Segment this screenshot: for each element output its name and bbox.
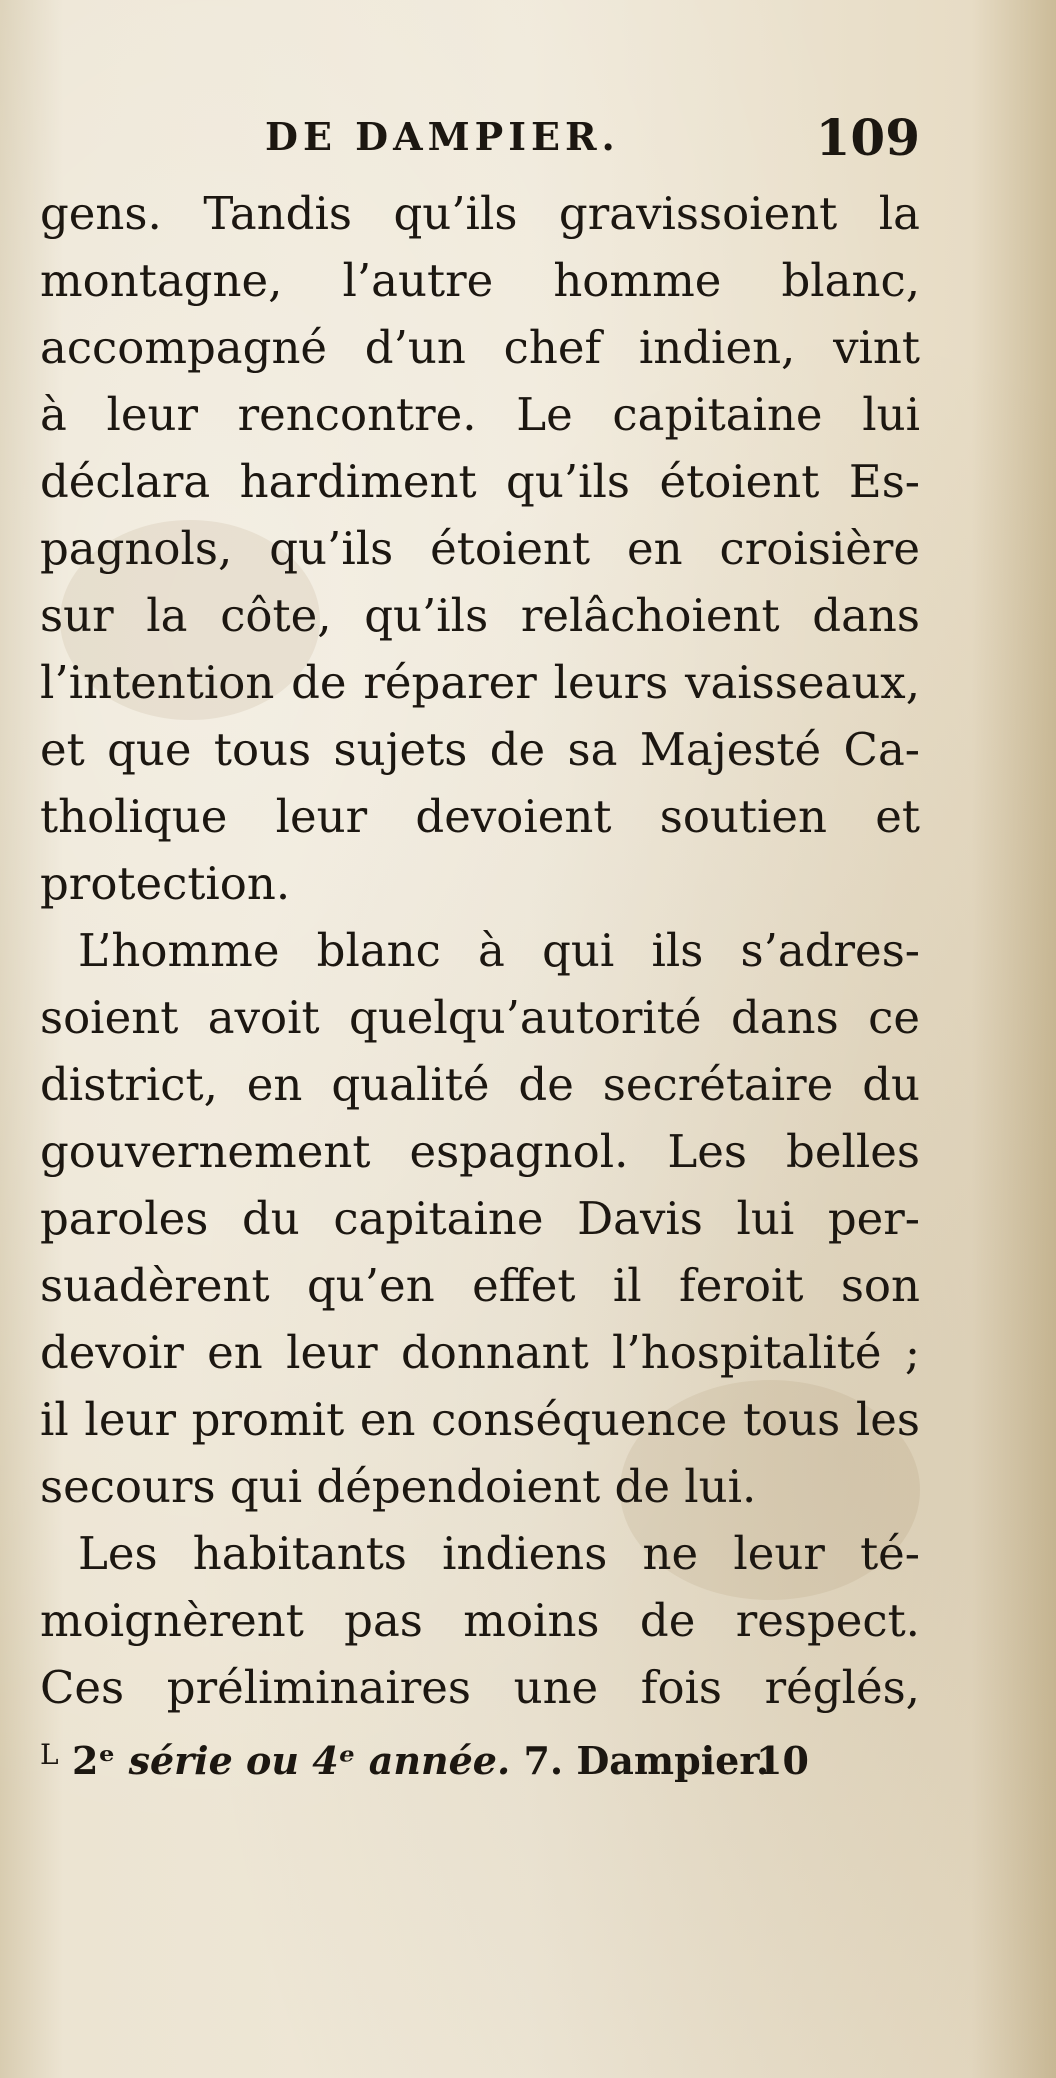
text-line: et que tous sujets de sa Majesté Ca- <box>40 723 920 776</box>
printer-signature <box>72 1738 769 1783</box>
text-line: à leur rencontre. Le capitaine lui <box>40 388 920 441</box>
text-line: moignèrent pas moins de respect. <box>40 1594 920 1647</box>
paragraph-start-line: Les habitants indiens ne leur té- <box>78 1527 920 1580</box>
signature-series: série ou 4ᵉ année. <box>128 1738 511 1783</box>
text-line: l’intention de réparer leurs vaisseaux, <box>40 656 920 709</box>
text-line: Ces préliminaires une fois réglés, <box>40 1661 920 1714</box>
running-title: DE DAMPIER. <box>265 114 620 159</box>
page-number: 109 <box>815 108 920 167</box>
text-line: gens. Tandis qu’ils gravissoient la <box>40 187 920 240</box>
text-line: déclara hardiment qu’ils étoient Es- <box>40 455 920 508</box>
text-line: il leur promit en conséquence tous les <box>40 1393 920 1446</box>
text-line: paroles du capitaine Davis lui per- <box>40 1192 920 1245</box>
page-footer <box>40 1738 920 1788</box>
paragraph-start-line: L’homme blanc à qui ils s’adres- <box>78 924 920 977</box>
body-text <box>40 180 920 1721</box>
text-line: accompagné d’un chef indien, vint <box>40 321 920 374</box>
text-line: montagne, l’autre homme blanc, <box>40 254 920 307</box>
edge-mark: L <box>40 1738 59 1771</box>
text-line: protection. <box>40 857 291 910</box>
text-line: tholique leur devoient soutien et <box>40 790 920 843</box>
signature-prefix: 2ᵉ <box>72 1738 116 1783</box>
text-line: gouvernement espagnol. Les belles <box>40 1125 920 1178</box>
text-line: soient avoit quelqu’autorité dans ce <box>40 991 920 1044</box>
text-line: district, en qualité de secrétaire du <box>40 1058 920 1111</box>
text-line: sur la côte, qu’ils relâchoient dans <box>40 589 920 642</box>
text-line: pagnols, qu’ils étoient en croisière <box>40 522 920 575</box>
text-line: suadèrent qu’en effet il feroit son <box>40 1259 920 1312</box>
text-line: devoir en leur donnant l’hospitalité ; <box>40 1326 920 1379</box>
page-header <box>40 108 920 168</box>
text-line: secours qui dépendoient de lui. <box>40 1460 757 1513</box>
signature-title: 7. Dampier. <box>523 1738 770 1783</box>
signature-number: 10 <box>756 1738 809 1783</box>
